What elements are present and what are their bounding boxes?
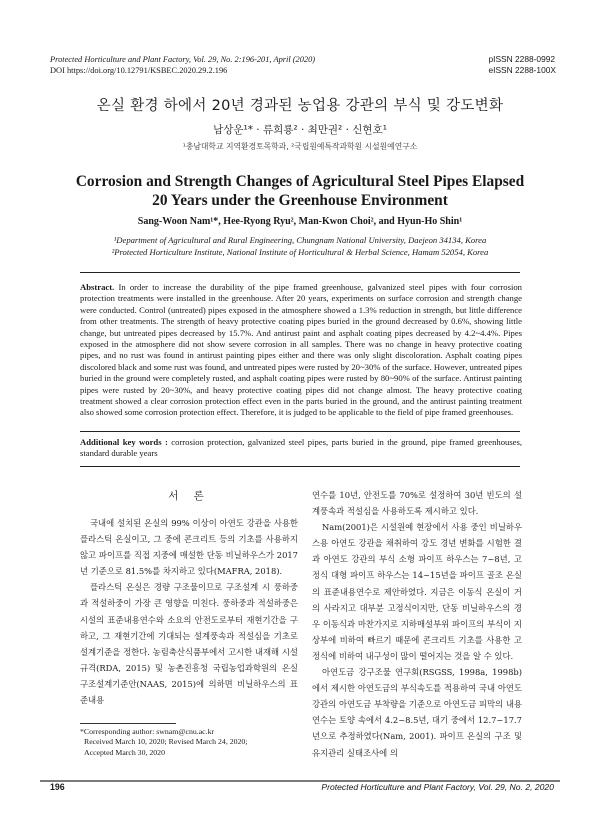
doi-link[interactable]: DOI https://doi.org/10.12791/KSBEC.2020.29.2.196 [50, 66, 228, 75]
eissn: eISSN 2288-100X [488, 65, 556, 75]
paragraph: 국내에 설치된 온실의 99% 이상이 아연도 강관을 사용한 플라스틱 온실이고, 그 중에 콘크리트 등의 기초를 사용하지 않고 파이프를 직접 지중에 매설한 단동 비닐하우스가 2017년 기준으로 81.5%를 차지하고 있다(MAFRA, 2018). [80, 518, 298, 577]
paragraph: 아연도금 강구조물 연구회(RSGSS, 1998a, 1998b)에서 제시한 아연도금의 부식속도를 적용하여 국내 아연도 강관의 아연도금 부착량을 기준으로 아연도금 피막의 내용연수는 토양 속에서 4.2~8.5년, 대기 중에서 12.7~17.7년으로 추정하였다(Nam, 2001). 파이프 온실의 구조 및 유지관리 실태조사에 의 [312, 667, 522, 758]
received-date: Received March 10, 2020; Revised March 24, 2020; [84, 737, 248, 747]
english-authors: Sang-Woon Nam¹*, Hee-Ryong Ryu², Man-Kwon Choi², and Hyun-Ho Shin¹ [137, 216, 463, 227]
section-heading-introduction: 서 론 [168, 490, 210, 502]
affiliation-2: ²Protected Horticulture Institute, National Institute of Horticultural & Herbal Science, Hamam 52054, Korea [111, 246, 489, 257]
right-column [312, 487, 522, 761]
korean-authors: 남상운¹* · 류희룡² · 최만권² · 신현호¹ [213, 124, 387, 136]
english-title-line1: Corrosion and Strength Changes of Agricultural Steel Pipes Elapsed [75, 173, 525, 190]
keywords-label: Additional key words : [80, 437, 168, 447]
journal-citation: Protected Horticulture and Plant Factory, Vol. 29, No. 2:196-201, April (2020) [50, 55, 316, 64]
footer-journal: Protected Horticulture and Plant Factory, Vol. 29, No. 2, 2020 [321, 782, 554, 792]
english-affiliations [0, 235, 600, 258]
footnote [80, 727, 247, 758]
keywords-bottom-rule [80, 466, 520, 467]
abstract [80, 282, 522, 419]
abstract-top-rule [80, 272, 520, 273]
left-column [80, 515, 298, 708]
paragraph: 연수를 10년, 안전도를 70%로 설정하여 30년 빈도의 설계풍속과 적설심을 사용하도록 제시하고 있다. [312, 490, 522, 517]
paragraph: Nam(2001)은 시설원예 현장에서 사용 중인 비닐하우스용 아연도 강관을 채취하여 강도 경년 변화를 시험한 결과 아연도 강관의 부식 소형 파이프 하우스는 7~8년, 고정식 대형 파이프 하우스는 14~15년을 파이프 골조 온실의 표준내용연수로 제안하였다. 지금은 이동식 온실이 거의 사라지고 대부분 고정식이지만, 단동 비닐하우스의 경우 이동식과 마찬가지로 지하매설부위 파이프의 부식이 지상부에 비하여 빠르기 때문에 콘크리트 기초를 사용한 고정식에 비하여 내구성이 많이 떨어지는 것을 알 수 있다. [312, 522, 522, 661]
korean-title: 온실 환경 하에서 20년 경과된 농업용 강관의 부식 및 강도변화 [96, 98, 504, 114]
abstract-bottom-rule [80, 431, 520, 432]
corresponding-author: *Corresponding author: swnam@cnu.ac.kr [80, 727, 215, 736]
affiliation-1: ¹Department of Agricultural and Rural Engineering, Chungnam National University, Daejeon 34134, Korea [113, 235, 487, 245]
footnote-rule [80, 723, 176, 724]
journal-header [50, 54, 315, 76]
accepted-date: Accepted March 30, 2020 [84, 747, 165, 757]
english-title [40, 172, 560, 210]
issn-block [488, 54, 556, 76]
keywords [80, 437, 522, 460]
keywords-text: corrosion protection, galvanized steel pipes, parts buried in the ground, pipe framed greenhouses, standard durable years [80, 437, 523, 459]
english-title-line2: 20 Years under the Greenhouse Environment [152, 192, 448, 209]
page-number: 196 [50, 782, 65, 792]
pissn: pISSN 2288-0992 [488, 54, 556, 64]
paragraph: 플라스틱 온실은 경량 구조물이므로 구조설계 시 풍하중과 적설하중이 가장 큰 영향을 미친다. 풍하중과 적설하중은 시설의 표준내용연수와 소요의 안전도로부터 재현기간을 구하고, 그 재현기간에 기대되는 설계풍속과 적설심을 기초로 설계기준을 정한다. 농림축산식품부에서 고시한 내재해 시설규격(RDA, 2015) 및 농촌진흥청 국립농업과학원의 온실 구조설계기준안(NAAS, 2015)에 의하면 비닐하우스의 표준내용 [80, 582, 298, 706]
korean-affiliations: ¹충남대학교 지역환경토목학과, ²국립원예특작과학원 시설원예연구소 [182, 142, 418, 151]
abstract-label: Abstract. [80, 282, 115, 292]
abstract-text: In order to increase the durability of the pipe framed greenhouse, galvanized steel pipes with four corrosion protection treatments were installed in the greenhouse. After 20 years, experiments on surface corrosion and strength change were conducted. Control (untreated) pipes exposed in the atmosphere showed a 1.3% reduction in strength, but little difference from other treatments. The strength of heavy protective coating pipes buried in the ground decreased by 0.6%, showing little change, but untreated pipes decreased by 15.7%. And antirust paint and asphalt coating pipes decreased by 4.2~4.4%. Pipes exposed in the atmosphere did not show severe corrosion in all samples. There was no change in heavy protective coating pipes, and no rust was found in antirust painting pipes either and there was only slight discoloration. Asphalt coating pipes discolored black and some rust was found, and untreated pipes were rusted by 20~30% of the surface. However, untreated pipes buried in the ground were completely rusted, and asphalt coating pipes were rusted by 80~90% of the surface. Antirust painting pipes were rusted by 20~30%, and heavy protective coating pipes did not change almost. The heavy protective coating treatment showed a clear corrosion protection effect even in the parts buried in the ground, and the antirust painting treatment also showed some corrosion protection effect. Therefore, it is judged to be applicable to the field of pipe framed greenhouses. [80, 282, 522, 418]
